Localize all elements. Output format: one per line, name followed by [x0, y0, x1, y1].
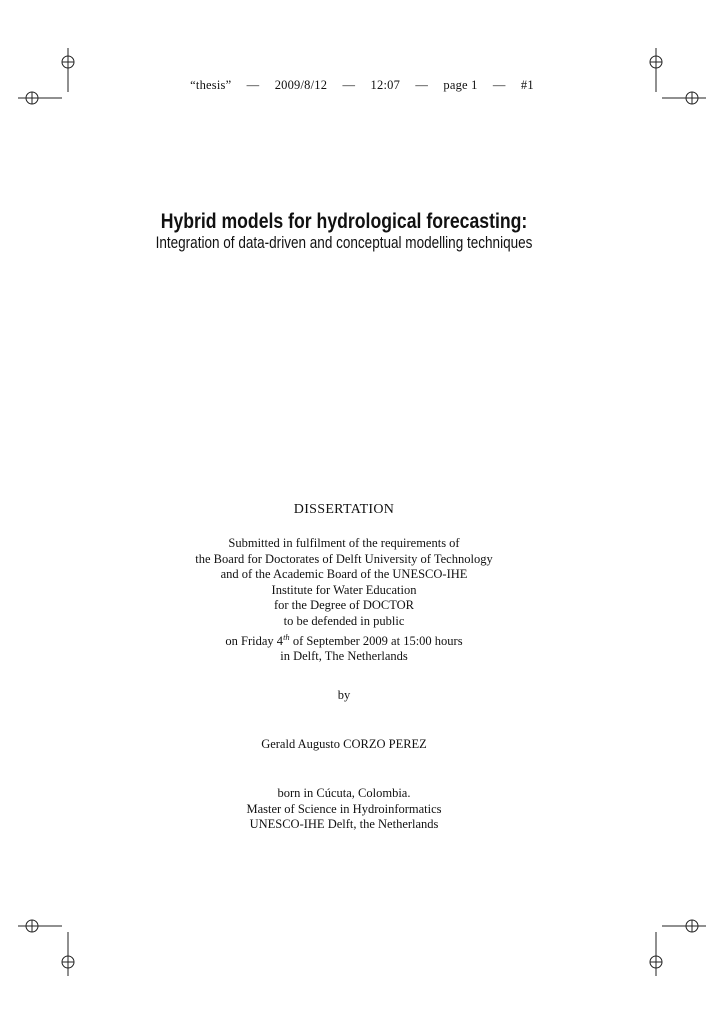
- header-separator: —: [246, 78, 260, 92]
- author-detail-line: UNESCO-IHE Delft, the Netherlands: [249, 817, 439, 832]
- crop-mark-bottom-right: [650, 920, 706, 976]
- statement-line: and of the Academic Board of the UNESCO-IHE: [220, 567, 468, 582]
- header-time: 12:07: [370, 78, 401, 92]
- thesis-title: Hybrid models for hydrological forecasting:: [160, 210, 528, 233]
- title-block: [0, 210, 688, 252]
- author-detail-line: Master of Science in Hydroinformatics: [246, 801, 442, 816]
- defense-date-line: [0, 630, 688, 650]
- header-separator: —: [415, 78, 429, 92]
- author-name: Gerald Augusto CORZO PEREZ: [261, 737, 427, 751]
- statement-line: Submitted in fulfilment of the requirements of: [228, 536, 460, 550]
- header-page: page 1: [443, 78, 478, 92]
- header-thesis-label: “thesis”: [190, 78, 232, 92]
- header-separator: —: [492, 78, 506, 92]
- running-header: [0, 78, 724, 93]
- header-date: 2009/8/12: [274, 78, 328, 92]
- submission-statement: [0, 536, 688, 665]
- header-separator: —: [342, 78, 356, 92]
- statement-line: Institute for Water Education: [271, 582, 417, 597]
- statement-line: to be defended in public: [283, 613, 405, 628]
- defense-date-suffix: of September 2009 at 15:00 hours: [289, 633, 463, 648]
- by-label: by: [337, 688, 351, 702]
- defense-date-prefix: on Friday 4: [225, 633, 284, 648]
- statement-line: the Board for Doctorates of Delft University of Technology: [195, 551, 493, 566]
- crop-mark-top-left: [18, 48, 74, 104]
- ordinal-suffix: th: [283, 631, 290, 642]
- author-detail-line: born in Cúcuta, Colombia.: [277, 786, 411, 800]
- dissertation-label: DISSERTATION: [293, 502, 395, 517]
- author-details: [0, 786, 688, 833]
- crop-mark-top-right: [650, 48, 706, 104]
- crop-mark-bottom-left: [18, 920, 74, 976]
- statement-line: for the Degree of DOCTOR: [273, 598, 414, 613]
- thesis-subtitle: Integration of data-driven and conceptual modelling techniques: [155, 234, 533, 252]
- header-sheet-number: #1: [520, 78, 534, 92]
- defense-location-line: in Delft, The Netherlands: [280, 649, 408, 664]
